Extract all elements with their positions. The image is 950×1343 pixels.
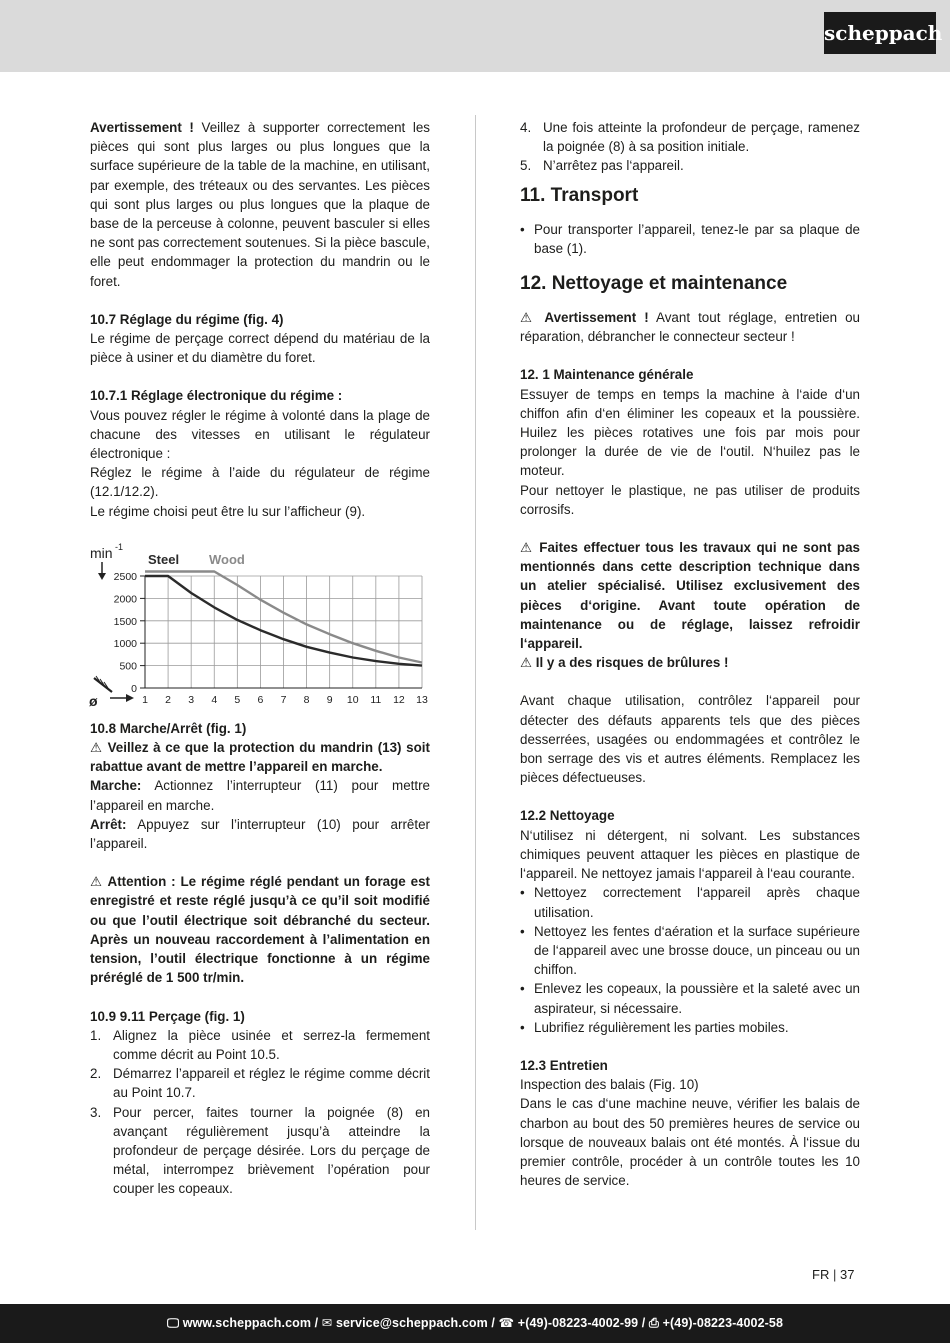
computer-icon: 🖵 [166,1316,180,1330]
drilling-steps-list [90,1026,430,1199]
section-10-7-1-title: 10.7.1 Réglage électronique du régime : [90,388,343,404]
drill-bit-icon [94,678,112,692]
section-12-1-p2: Pour nettoyer le plastique, ne pas utiliser de produits corrosifs. [520,482,860,517]
right-arrow-head-icon [126,694,134,702]
y-axis-label: min [90,544,113,561]
transport-list [520,220,860,258]
bullet-icon: • [520,885,525,901]
left-column [90,118,430,1199]
section-10-8-title: 10.8 Marche/Arrêt (fig. 1) [90,720,247,736]
down-arrow-head-icon [98,573,106,580]
section-10-7-title: 10.7 Réglage du régime (fig. 4) [90,311,284,327]
email-link[interactable]: service@scheppach.com / [335,1316,495,1330]
section-12-1-title: 12. 1 Maintenance générale [520,367,694,383]
fax-icon: ⎙ [648,1316,660,1330]
bullet-item [520,979,860,1017]
x-tick-label: 11 [370,693,382,706]
warning-icon: ⚠ [90,740,103,756]
footer-bar [0,1304,950,1343]
drilling-steps-continued [520,118,860,176]
section-10-7-1-p1: Vous pouvez régler le régime à volonté dans la plage de chacune des vitesses en utilisant le régulateur électronique : [90,407,430,462]
list-number: 3. [90,1104,102,1120]
column-divider [475,115,476,1230]
bullet-item [520,922,860,980]
attention-paragraph: ⚠ Attention : Le régime réglé pendant un forage est enregistré et reste réglé jusqu’à ce qu’il soit modifié ou que l’outil électrique soit débranché du secteur. Après un nouveau raccordement à l’alimentation en tension, l’outil électrique fonctionne à un régime préréglé de 1 500 tr/min. [90,874,430,986]
maintenance-warning: ⚠ Avertissement ! Avant tout réglage, entretien ou réparation, débrancher le connecteur secteur ! [520,310,860,345]
list-number: 4. [520,120,532,135]
bullet-item [520,1018,860,1037]
x-tick-label: 12 [393,693,405,706]
y-tick-label: 1000 [113,638,137,651]
list-number: 5. [520,158,532,174]
phone-number: +(49)-08223-4002-99 / [517,1316,646,1330]
cleaning-list [520,883,860,1037]
x-tick-label: 2 [165,693,172,706]
section-10-7-1-p2: Réglez le régime à l’aide du régulateur de régime (12.1/12.2). [90,465,430,500]
list-text: Une fois atteinte la profondeur de perçage, ramenez la poignée (8) à sa position initiale. [543,120,860,155]
list-text: N’arrêtez pas l‘appareil. [543,158,684,174]
legend-wood: Wood [209,551,245,567]
bullet-item [520,220,860,258]
speed-chart [88,536,433,711]
section-12-3-text: Dans le cas d‘une machine neuve, vérifier les balais de charbon au bout des 50 premières heures de service ou lorsque de nouveaux balais ont été montés. À l‘issue du premier contrôle, procéder à un contrôle toutes les 10 heures de service. [520,1096,860,1189]
warning-paragraph [90,118,430,291]
x-tick-label: 10 [346,693,359,706]
section-12-3-title: 12.3 Entretien [520,1057,608,1073]
website-link[interactable]: www.scheppach.com / [182,1316,319,1330]
section-10-8-on: Marche: Actionnez l’interrupteur (11) pour mettre l’appareil en marche. [90,778,430,813]
section-12-1-p1: Essuyer de temps en temps la machine à l‘aide d‘un chiffon afin d‘en éliminer les copeaux et la poussière. Huilez les pièces rotatives une fois par mois pour prolonger la durée de vie de l‘outil. N‘huilez pas le moteur. [520,386,860,479]
x-tick-label: 6 [257,693,264,706]
legend-steel: Steel [148,551,180,567]
list-item [520,118,860,156]
brand-logo: scheppach [824,12,936,54]
list-text: Démarrez l’appareil et réglez le régime comme décrit au Point 10.7. [113,1066,430,1101]
bullet-text: Enlevez les copeaux, la poussière et la saleté avec un aspirateur, si nécessaire. [534,981,860,1016]
bullet-item [520,883,860,921]
inspection-text: Avant chaque utilisation, contrôlez l‘appareil pour détecter des défauts apparents tels que des pièces desserrées, usagées ou endommagées et contrôlez le bon serrage des vis et autres éléments. Remplacez les pièces défectueuses. [520,693,860,786]
bullet-text: Lubrifiez régulièrement les parties mobiles. [534,1019,789,1035]
y-tick-label: 2000 [113,593,137,606]
list-item [90,1103,430,1199]
warning-icon: ⚠ [520,655,533,671]
bullet-text: Nettoyez les fentes d‘aération et la surface supérieure de l‘appareil avec une brosse douce, un pinceau ou un chiffon. [534,923,860,978]
x-tick-label: 1 [142,693,148,706]
mail-icon: ✉ [321,1316,333,1330]
x-tick-label: 7 [280,693,287,706]
list-text: Pour percer, faites tourner la poignée (8) en avançant régulièrement jusqu’à atteindre la profondeur de perçage désirée. Lors du perçage de métal, interrompez brièvement l’opération pour couper les copeaux. [113,1104,430,1197]
list-number: 1. [90,1027,102,1043]
section-10-9-title: 10.9 9.11 Perçage (fig. 1) [90,1008,245,1024]
burn-warning: ⚠ Il y a des risques de brûlures ! [520,655,729,671]
list-item [90,1026,430,1064]
heading-maintenance: 12. Nettoyage et maintenance [520,273,788,295]
section-10-8-warning: ⚠ Veillez à ce que la protection du mandrin (13) soit rabattue avant de mettre l’appareil en marche. [90,740,430,775]
bullet-icon: • [520,1019,525,1035]
y-tick-label: 2500 [113,570,137,583]
workshop-warning: ⚠ Faites effectuer tous les travaux qui ne sont pas mentionnés dans cette description technique dans un atelier spécialisé. Utilisez exclusivement des pièces d‘origine. Avant toute opération de maintenance ou de réglage, laissez refroidir l‘appareil. [520,540,860,652]
list-item [520,156,860,175]
x-tick-label: 13 [416,693,428,706]
fax-number: +(49)-08223-4002-58 [662,1316,783,1330]
section-12-2-text: N‘utilisez ni détergent, ni solvant. Les substances chimiques peuvent attaquer les pièces en plastique de l‘appareil. Ne nettoyez jamais l‘appareil à l‘eau courante. [520,827,860,882]
list-number: 2. [90,1066,102,1082]
diameter-label: ø [89,692,98,709]
warning-icon: ⚠ [90,874,104,890]
y-axis-label-exp: -1 [115,541,124,552]
page-number: FR | 37 [812,1267,855,1282]
heading-transport: 11. Transport [520,184,639,206]
y-tick-label: 0 [131,682,137,695]
x-tick-label: 4 [211,693,218,706]
header-bar [0,0,950,72]
section-12-2-title: 12.2 Nettoyage [520,808,615,824]
section-10-7-1-p3: Le régime choisi peut être lu sur l’afficheur (9). [90,503,366,519]
x-tick-label: 3 [188,693,195,706]
x-tick-label: 5 [234,693,241,706]
bullet-text: Pour transporter l’appareil, tenez-le par sa plaque de base (1). [534,221,860,256]
x-tick-label: 8 [303,693,310,706]
x-tick-label: 9 [326,693,333,706]
warning-icon: ⚠ [520,540,534,556]
phone-icon: ☎ [498,1316,515,1330]
warning-label: Avertissement ! [90,120,194,135]
list-text: Alignez la pièce usinée et serrez-la fermement comme décrit au Point 10.5. [113,1027,430,1062]
bullet-icon: • [520,923,525,939]
right-column [520,118,860,1190]
list-item [90,1064,430,1102]
section-10-7-text: Le régime de perçage correct dépend du matériau de la pièce à usiner et du diamètre du foret. [90,331,430,366]
bullet-text: Nettoyez correctement l‘appareil après chaque utilisation. [534,885,860,920]
bullet-icon: • [520,221,525,237]
warning-icon: ⚠ [520,310,537,326]
warning-text: Veillez à supporter correctement les pièces qui sont plus larges ou plus longues que la surface supérieure de la table de la machine, en utilisant, par exemple, des tréteaux ou des servantes. Les pièces qui sont plus larges ou plus longues que la plaque de base de la perceuse à colonne, peuvent basculer si elles ne sont pas correctement soutenues. Si la pièce bascule, elle peut endommager la protection du mandrin ou le foret. [90,120,430,289]
speed-chart-svg [88,536,433,711]
bullet-icon: • [520,981,525,997]
y-tick-label: 1500 [113,615,137,628]
section-12-3-sub: Inspection des balais (Fig. 10) [520,1077,699,1093]
y-tick-label: 500 [119,660,137,673]
section-10-8-off: Arrêt: Appuyez sur l’interrupteur (10) pour arrêter l’appareil. [90,816,430,852]
